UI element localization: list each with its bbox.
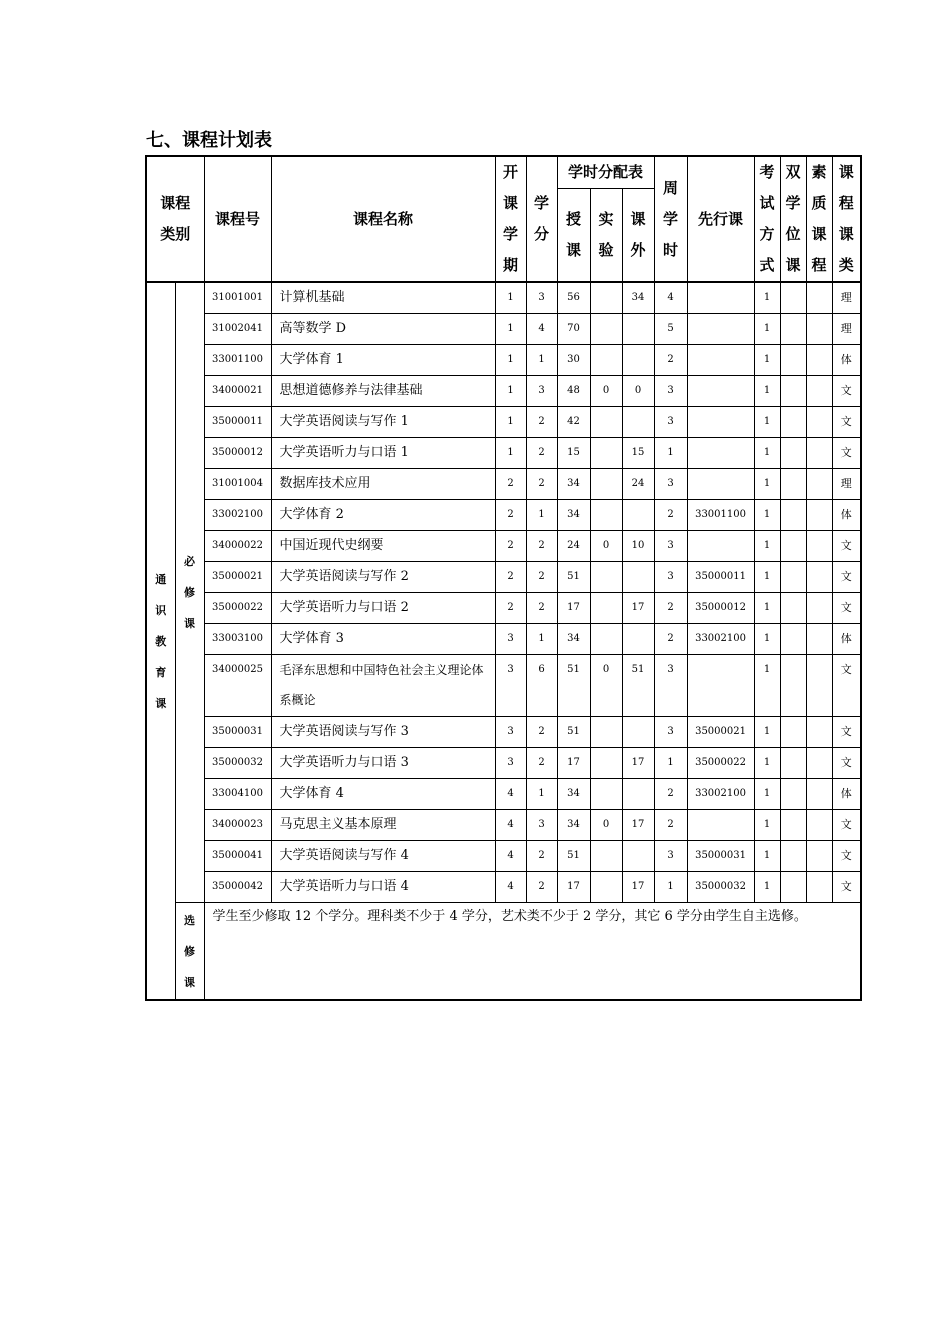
course-type: 文 <box>832 810 861 841</box>
semester: 3 <box>495 717 526 748</box>
course-type: 文 <box>832 717 861 748</box>
quality-course <box>806 717 832 748</box>
semester: 1 <box>495 282 526 314</box>
weekly-hours: 1 <box>654 438 687 469</box>
double-degree <box>780 655 806 717</box>
course-name: 思想道德修养与法律基础 <box>271 376 495 407</box>
double-degree <box>780 748 806 779</box>
header-double-degree: 双学位课 <box>780 156 806 282</box>
quality-course <box>806 500 832 531</box>
lab-hours <box>590 407 622 438</box>
course-type: 体 <box>832 345 861 376</box>
credits: 2 <box>526 872 557 903</box>
quality-course <box>806 438 832 469</box>
extra-hours <box>622 624 654 655</box>
weekly-hours: 2 <box>654 593 687 624</box>
lab-hours <box>590 748 622 779</box>
semester: 3 <box>495 748 526 779</box>
course-type: 文 <box>832 593 861 624</box>
subcategory-elective: 选修课 <box>175 903 204 1001</box>
course-name: 数据库技术应用 <box>271 469 495 500</box>
quality-course <box>806 872 832 903</box>
extra-hours <box>622 314 654 345</box>
exam-method: 1 <box>754 469 780 500</box>
double-degree <box>780 376 806 407</box>
double-degree <box>780 314 806 345</box>
extra-hours <box>622 500 654 531</box>
course-code: 35000022 <box>204 593 271 624</box>
category-general-education: 通识教育课 <box>146 282 175 1000</box>
lab-hours <box>590 438 622 469</box>
course-code: 33002100 <box>204 500 271 531</box>
prerequisite: 35000021 <box>687 717 754 748</box>
exam-method: 1 <box>754 779 780 810</box>
lecture-hours: 34 <box>557 469 590 500</box>
semester: 1 <box>495 376 526 407</box>
lab-hours <box>590 841 622 872</box>
extra-hours <box>622 717 654 748</box>
exam-method: 1 <box>754 282 780 314</box>
credits: 1 <box>526 345 557 376</box>
weekly-hours: 2 <box>654 345 687 376</box>
prerequisite <box>687 407 754 438</box>
table-row <box>146 407 861 438</box>
quality-course <box>806 376 832 407</box>
lab-hours: 0 <box>590 531 622 562</box>
prerequisite: 35000031 <box>687 841 754 872</box>
lecture-hours: 51 <box>557 841 590 872</box>
extra-hours <box>622 345 654 376</box>
course-code: 34000023 <box>204 810 271 841</box>
course-code: 34000022 <box>204 531 271 562</box>
course-name: 大学体育 1 <box>271 345 495 376</box>
semester: 3 <box>495 624 526 655</box>
lecture-hours: 34 <box>557 810 590 841</box>
table-row <box>146 531 861 562</box>
header-quality-course: 素质课程 <box>806 156 832 282</box>
lab-hours: 0 <box>590 810 622 841</box>
table-row <box>146 841 861 872</box>
header-semester: 开课学期 <box>495 156 526 282</box>
prerequisite: 33001100 <box>687 500 754 531</box>
prerequisite <box>687 531 754 562</box>
credits: 3 <box>526 376 557 407</box>
credits: 2 <box>526 748 557 779</box>
lecture-hours: 17 <box>557 872 590 903</box>
course-name: 大学体育 4 <box>271 779 495 810</box>
header-course-name: 课程名称 <box>271 156 495 282</box>
course-name: 大学英语阅读与写作 4 <box>271 841 495 872</box>
prerequisite <box>687 810 754 841</box>
credits: 2 <box>526 407 557 438</box>
weekly-hours: 3 <box>654 655 687 717</box>
semester: 2 <box>495 593 526 624</box>
prerequisite <box>687 438 754 469</box>
course-name: 高等数学 D <box>271 314 495 345</box>
quality-course <box>806 655 832 717</box>
quality-course <box>806 562 832 593</box>
extra-hours <box>622 779 654 810</box>
lab-hours <box>590 282 622 314</box>
weekly-hours: 5 <box>654 314 687 345</box>
exam-method: 1 <box>754 624 780 655</box>
course-type: 文 <box>832 562 861 593</box>
weekly-hours: 3 <box>654 407 687 438</box>
table-row <box>146 810 861 841</box>
exam-method: 1 <box>754 531 780 562</box>
credits: 2 <box>526 469 557 500</box>
course-code: 35000011 <box>204 407 271 438</box>
exam-method: 1 <box>754 407 780 438</box>
prerequisite: 35000012 <box>687 593 754 624</box>
semester: 1 <box>495 345 526 376</box>
credits: 2 <box>526 841 557 872</box>
semester: 4 <box>495 841 526 872</box>
semester: 4 <box>495 810 526 841</box>
header-lab: 实验 <box>590 189 622 283</box>
extra-hours: 17 <box>622 810 654 841</box>
table-row <box>146 314 861 345</box>
extra-hours: 10 <box>622 531 654 562</box>
table-row <box>146 345 861 376</box>
prerequisite: 35000011 <box>687 562 754 593</box>
prerequisite <box>687 376 754 407</box>
weekly-hours: 1 <box>654 748 687 779</box>
credits: 6 <box>526 655 557 717</box>
course-name: 毛泽东思想和中国特色社会主义理论体系概论 <box>271 655 495 717</box>
extra-hours <box>622 407 654 438</box>
weekly-hours: 3 <box>654 562 687 593</box>
lecture-hours: 48 <box>557 376 590 407</box>
prerequisite <box>687 655 754 717</box>
table-row-elective <box>146 903 861 1001</box>
course-type: 体 <box>832 624 861 655</box>
lecture-hours: 24 <box>557 531 590 562</box>
exam-method: 1 <box>754 841 780 872</box>
table-row <box>146 624 861 655</box>
header-hours-group: 学时分配表 <box>557 156 654 189</box>
quality-course <box>806 469 832 500</box>
subcategory-required: 必修课 <box>175 282 204 903</box>
quality-course <box>806 314 832 345</box>
table-row <box>146 438 861 469</box>
semester: 1 <box>495 407 526 438</box>
exam-method: 1 <box>754 872 780 903</box>
credits: 1 <box>526 779 557 810</box>
course-code: 34000021 <box>204 376 271 407</box>
lab-hours: 0 <box>590 655 622 717</box>
course-type: 文 <box>832 872 861 903</box>
course-code: 35000031 <box>204 717 271 748</box>
weekly-hours: 3 <box>654 376 687 407</box>
course-type: 文 <box>832 531 861 562</box>
table-row <box>146 748 861 779</box>
header-course-code: 课程号 <box>204 156 271 282</box>
prerequisite: 33002100 <box>687 624 754 655</box>
lab-hours <box>590 314 622 345</box>
table-row <box>146 562 861 593</box>
quality-course <box>806 748 832 779</box>
extra-hours <box>622 841 654 872</box>
table-row <box>146 282 861 314</box>
lecture-hours: 51 <box>557 717 590 748</box>
table-body <box>146 282 861 1000</box>
header-extracurricular: 课外 <box>622 189 654 283</box>
quality-course <box>806 841 832 872</box>
course-code: 31002041 <box>204 314 271 345</box>
course-name: 马克思主义基本原理 <box>271 810 495 841</box>
credits: 2 <box>526 562 557 593</box>
exam-method: 1 <box>754 314 780 345</box>
course-type: 文 <box>832 841 861 872</box>
extra-hours: 24 <box>622 469 654 500</box>
header-prerequisite: 先行课 <box>687 156 754 282</box>
exam-method: 1 <box>754 345 780 376</box>
course-code: 34000025 <box>204 655 271 717</box>
page-title: 七、课程计划表 <box>146 130 272 151</box>
double-degree <box>780 872 806 903</box>
semester: 3 <box>495 655 526 717</box>
course-name: 大学体育 3 <box>271 624 495 655</box>
credits: 2 <box>526 593 557 624</box>
prerequisite <box>687 469 754 500</box>
extra-hours: 0 <box>622 376 654 407</box>
header-category: 课程类别 <box>146 156 204 282</box>
exam-method: 1 <box>754 655 780 717</box>
credits: 3 <box>526 810 557 841</box>
table-row <box>146 872 861 903</box>
prerequisite: 35000022 <box>687 748 754 779</box>
course-name: 大学英语听力与口语 3 <box>271 748 495 779</box>
double-degree <box>780 593 806 624</box>
course-name: 大学英语阅读与写作 2 <box>271 562 495 593</box>
double-degree <box>780 624 806 655</box>
semester: 2 <box>495 500 526 531</box>
course-code: 35000021 <box>204 562 271 593</box>
course-code: 33003100 <box>204 624 271 655</box>
lab-hours <box>590 345 622 376</box>
double-degree <box>780 779 806 810</box>
table-row <box>146 655 861 717</box>
course-code: 31001001 <box>204 282 271 314</box>
lecture-hours: 42 <box>557 407 590 438</box>
weekly-hours: 2 <box>654 624 687 655</box>
credits: 1 <box>526 500 557 531</box>
quality-course <box>806 345 832 376</box>
quality-course <box>806 282 832 314</box>
table-row <box>146 717 861 748</box>
course-type: 理 <box>832 282 861 314</box>
double-degree <box>780 810 806 841</box>
extra-hours <box>622 562 654 593</box>
table-row <box>146 779 861 810</box>
course-type: 文 <box>832 438 861 469</box>
prerequisite <box>687 282 754 314</box>
quality-course <box>806 407 832 438</box>
quality-course <box>806 810 832 841</box>
quality-course <box>806 531 832 562</box>
lecture-hours: 30 <box>557 345 590 376</box>
course-name: 中国近现代史纲要 <box>271 531 495 562</box>
lecture-hours: 34 <box>557 500 590 531</box>
course-name: 大学英语阅读与写作 3 <box>271 717 495 748</box>
semester: 1 <box>495 314 526 345</box>
course-name: 计算机基础 <box>271 282 495 314</box>
credits: 2 <box>526 717 557 748</box>
double-degree <box>780 717 806 748</box>
table-row <box>146 469 861 500</box>
prerequisite: 35000032 <box>687 872 754 903</box>
course-type: 体 <box>832 500 861 531</box>
semester: 2 <box>495 469 526 500</box>
extra-hours: 51 <box>622 655 654 717</box>
double-degree <box>780 438 806 469</box>
credits: 4 <box>526 314 557 345</box>
weekly-hours: 3 <box>654 717 687 748</box>
course-type: 文 <box>832 748 861 779</box>
course-name: 大学英语听力与口语 4 <box>271 872 495 903</box>
double-degree <box>780 282 806 314</box>
course-code: 35000012 <box>204 438 271 469</box>
course-type: 理 <box>832 314 861 345</box>
header-course-type: 课程课类 <box>832 156 861 282</box>
header-credits: 学分 <box>526 156 557 282</box>
exam-method: 1 <box>754 748 780 779</box>
lecture-hours: 17 <box>557 748 590 779</box>
lecture-hours: 70 <box>557 314 590 345</box>
course-plan-table <box>145 155 862 1001</box>
header-lecture: 授课 <box>557 189 590 283</box>
course-type: 体 <box>832 779 861 810</box>
table-row <box>146 500 861 531</box>
lab-hours <box>590 779 622 810</box>
quality-course <box>806 779 832 810</box>
elective-note: 学生至少修取 12 个学分。理科类不少于 4 学分，艺术类不少于 2 学分，其它 6 学分由学生自主选修。 <box>204 903 861 1001</box>
course-name: 大学体育 2 <box>271 500 495 531</box>
double-degree <box>780 500 806 531</box>
exam-method: 1 <box>754 717 780 748</box>
header-exam-method: 考试方式 <box>754 156 780 282</box>
exam-method: 1 <box>754 376 780 407</box>
course-name: 大学英语听力与口语 1 <box>271 438 495 469</box>
course-code: 33004100 <box>204 779 271 810</box>
quality-course <box>806 624 832 655</box>
exam-method: 1 <box>754 593 780 624</box>
lecture-hours: 56 <box>557 282 590 314</box>
weekly-hours: 2 <box>654 779 687 810</box>
prerequisite <box>687 314 754 345</box>
table-row <box>146 593 861 624</box>
exam-method: 1 <box>754 562 780 593</box>
double-degree <box>780 531 806 562</box>
lab-hours <box>590 624 622 655</box>
course-type: 文 <box>832 407 861 438</box>
lab-hours: 0 <box>590 376 622 407</box>
double-degree <box>780 345 806 376</box>
semester: 2 <box>495 531 526 562</box>
lab-hours <box>590 717 622 748</box>
semester: 4 <box>495 872 526 903</box>
double-degree <box>780 469 806 500</box>
course-name: 大学英语听力与口语 2 <box>271 593 495 624</box>
lab-hours <box>590 562 622 593</box>
extra-hours: 15 <box>622 438 654 469</box>
lecture-hours: 15 <box>557 438 590 469</box>
weekly-hours: 3 <box>654 531 687 562</box>
table-row <box>146 376 861 407</box>
credits: 1 <box>526 624 557 655</box>
semester: 4 <box>495 779 526 810</box>
header-weekly-hours: 周学时 <box>654 156 687 282</box>
course-type: 文 <box>832 655 861 717</box>
course-code: 31001004 <box>204 469 271 500</box>
quality-course <box>806 593 832 624</box>
lab-hours <box>590 872 622 903</box>
exam-method: 1 <box>754 500 780 531</box>
credits: 2 <box>526 438 557 469</box>
weekly-hours: 2 <box>654 500 687 531</box>
weekly-hours: 1 <box>654 872 687 903</box>
course-code: 33001100 <box>204 345 271 376</box>
weekly-hours: 4 <box>654 282 687 314</box>
lecture-hours: 34 <box>557 779 590 810</box>
lecture-hours: 17 <box>557 593 590 624</box>
lecture-hours: 51 <box>557 655 590 717</box>
credits: 2 <box>526 531 557 562</box>
prerequisite: 33002100 <box>687 779 754 810</box>
credits: 3 <box>526 282 557 314</box>
weekly-hours: 3 <box>654 469 687 500</box>
course-type: 理 <box>832 469 861 500</box>
course-code: 35000032 <box>204 748 271 779</box>
course-name: 大学英语阅读与写作 1 <box>271 407 495 438</box>
exam-method: 1 <box>754 810 780 841</box>
course-type: 文 <box>832 376 861 407</box>
course-code: 35000041 <box>204 841 271 872</box>
double-degree <box>780 841 806 872</box>
course-code: 35000042 <box>204 872 271 903</box>
extra-hours: 34 <box>622 282 654 314</box>
semester: 2 <box>495 562 526 593</box>
exam-method: 1 <box>754 438 780 469</box>
lab-hours <box>590 500 622 531</box>
lecture-hours: 51 <box>557 562 590 593</box>
lab-hours <box>590 593 622 624</box>
double-degree <box>780 562 806 593</box>
extra-hours: 17 <box>622 872 654 903</box>
weekly-hours: 2 <box>654 810 687 841</box>
extra-hours: 17 <box>622 748 654 779</box>
prerequisite <box>687 345 754 376</box>
semester: 1 <box>495 438 526 469</box>
lab-hours <box>590 469 622 500</box>
double-degree <box>780 407 806 438</box>
extra-hours: 17 <box>622 593 654 624</box>
lecture-hours: 34 <box>557 624 590 655</box>
weekly-hours: 3 <box>654 841 687 872</box>
